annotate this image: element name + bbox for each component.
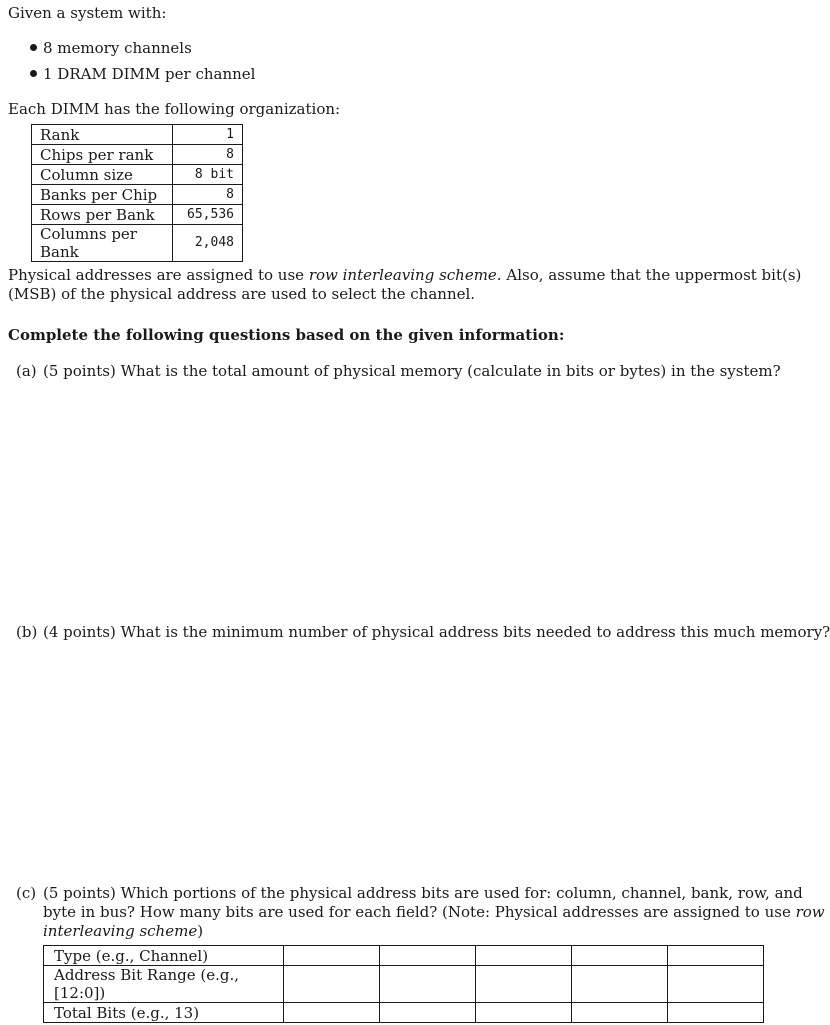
answer-cell[interactable] <box>284 966 380 1003</box>
question-c-label: (c) <box>16 884 37 902</box>
table-row <box>32 145 243 165</box>
answer-cell[interactable] <box>380 966 476 1003</box>
intro-text: Given a system with: <box>8 4 167 22</box>
answer-cell[interactable] <box>572 966 668 1003</box>
org-label: Banks per Chip <box>32 185 173 205</box>
org-label: Chips per rank <box>32 145 173 165</box>
org-value: 8 <box>173 185 243 205</box>
bullet-dot-icon <box>30 44 37 51</box>
answer-cell[interactable] <box>284 946 380 966</box>
table-row <box>44 966 764 1003</box>
org-value: 8 bit <box>173 165 243 185</box>
answer-cell[interactable] <box>380 1003 476 1023</box>
question-a-text: (5 points) What is the total amount of physical memory (calculate in bits or bytes) in the system? <box>43 362 781 380</box>
table-row <box>32 225 243 262</box>
org-label: Rows per Bank <box>32 205 173 225</box>
table-row <box>32 165 243 185</box>
question-c-line3 <box>43 922 203 940</box>
bullet-item: 8 memory channels <box>43 39 192 57</box>
answer-cell[interactable] <box>476 966 572 1003</box>
org-label: Column size <box>32 165 173 185</box>
question-a-label: (a) <box>16 362 37 380</box>
answer-cell[interactable] <box>572 1003 668 1023</box>
answer-cell[interactable] <box>476 946 572 966</box>
question-c-line1: (5 points) Which portions of the physical address bits are used for: column, channel, bank, row, and <box>43 884 803 902</box>
dimm-organization-table <box>31 124 243 262</box>
bullet-dot-icon <box>30 70 37 77</box>
answer-row-label: Type (e.g., Channel) <box>44 946 284 966</box>
question-b-label: (b) <box>16 623 38 641</box>
answer-cell[interactable] <box>572 946 668 966</box>
question-c-line2 <box>43 903 825 921</box>
org-value: 65,536 <box>173 205 243 225</box>
instruction-heading: Complete the following questions based on the given information: <box>8 326 565 344</box>
answer-cell[interactable] <box>668 1003 764 1023</box>
question-c-emphasis: interleaving scheme <box>43 922 198 940</box>
org-value: 2,048 <box>173 225 243 262</box>
answer-cell[interactable] <box>476 1003 572 1023</box>
answer-row-label: Total Bits (e.g., 13) <box>44 1003 284 1023</box>
address-scheme-line2: (MSB) of the physical address are used to select the channel. <box>8 285 476 303</box>
answer-cell[interactable] <box>668 946 764 966</box>
dimm-intro-text: Each DIMM has the following organization: <box>8 100 341 118</box>
table-row <box>44 1003 764 1023</box>
answer-table <box>43 945 764 1023</box>
question-b-text: (4 points) What is the minimum number of physical address bits needed to address this much memory? <box>43 623 830 641</box>
address-scheme-line1 <box>8 266 801 284</box>
table-row <box>32 205 243 225</box>
answer-cell[interactable] <box>284 1003 380 1023</box>
answer-cell[interactable] <box>380 946 476 966</box>
org-label: Columns per Bank <box>32 225 173 262</box>
table-row <box>44 946 764 966</box>
org-value: 8 <box>173 145 243 165</box>
answer-row-label: Address Bit Range (e.g., [12:0]) <box>44 966 284 1003</box>
table-row <box>32 125 243 145</box>
address-scheme-emphasis: row interleaving scheme. <box>308 266 502 284</box>
org-label: Rank <box>32 125 173 145</box>
question-c-text: ) <box>197 922 204 940</box>
answer-cell[interactable] <box>668 966 764 1003</box>
org-value: 1 <box>173 125 243 145</box>
table-row <box>32 185 243 205</box>
question-c-emphasis: row <box>795 903 825 921</box>
question-c-text: byte in bus? How many bits are used for each field? (Note: Physical addresses are assigned to use <box>43 903 791 921</box>
bullet-item: 1 DRAM DIMM per channel <box>43 65 256 83</box>
address-scheme-text: Physical addresses are assigned to use <box>8 266 305 284</box>
address-scheme-text: Also, assume that the uppermost bit(s) <box>506 266 802 284</box>
